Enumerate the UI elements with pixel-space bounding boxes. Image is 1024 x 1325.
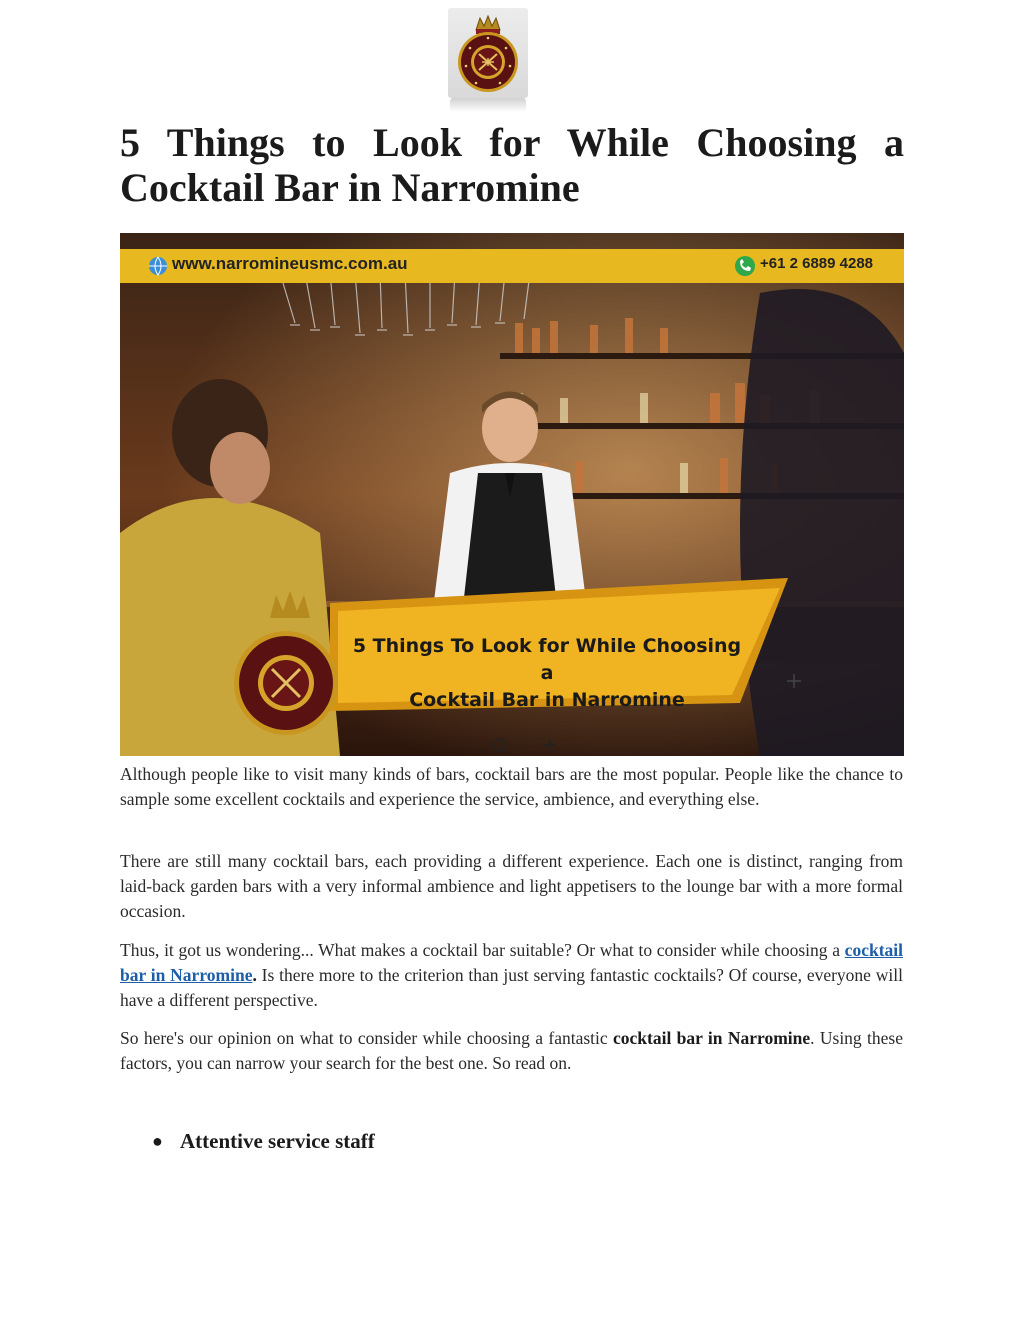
badge-heading bbox=[352, 633, 742, 714]
paragraph-opinion-start: So here's our opinion on what to consider while choosing a fantastic bbox=[120, 1028, 613, 1048]
hero-image bbox=[120, 233, 904, 756]
bullet-label: Attentive service staff bbox=[180, 1129, 375, 1153]
bullet-dot: ● bbox=[152, 1131, 163, 1151]
badge-line-2: Cocktail Bar in Narromine bbox=[409, 689, 685, 711]
article-title: 5 Things to Look for While Choosing a Cocktail Bar in Narromine bbox=[120, 120, 904, 210]
phone-icon bbox=[735, 256, 755, 276]
logo-reflection bbox=[450, 98, 526, 112]
logo-tile bbox=[448, 8, 528, 98]
badge-line-1: 5 Things To Look for While Choosing a bbox=[352, 635, 742, 684]
bullet-item bbox=[152, 1129, 375, 1154]
club-logo bbox=[444, 8, 532, 112]
paragraph-intro: Although people like to visit many kinds of bars, cocktail bars are the most popular. People like the chance to sample some excellent cocktails and experience the service, ambience, and everything else. bbox=[120, 764, 903, 809]
paragraph-opinion-end: . Using these factors, you can narrow your search for the best one. So read on. bbox=[120, 1028, 903, 1073]
paragraph-opinion bbox=[120, 1026, 903, 1076]
website-url: www.narromineusmc.com.au bbox=[172, 254, 408, 273]
paragraph-question-start: Thus, it got us wondering... What makes a cocktail bar suitable? Or what to consider while choosing a bbox=[120, 940, 845, 960]
phone-number: +61 2 6889 4288 bbox=[760, 255, 874, 272]
paragraph-question-end: Is there more to the criterion than just serving fantastic cocktails? Of course, everyone will have a different perspective. bbox=[120, 965, 903, 1010]
cocktail-bar-link[interactable]: cocktail bar in Narromine bbox=[120, 940, 903, 985]
paragraph-opinion-bold: cocktail bar in Narromine bbox=[612, 1028, 811, 1048]
paragraph-variety: There are still many cocktail bars, each providing a different experience. Each one is distinct, ranging from laid-back garden bars with a very informal ambience and light appetisers to the lounge bar with a more formal occasion. bbox=[120, 851, 903, 921]
crest-emblem bbox=[448, 8, 528, 98]
link-period: . bbox=[252, 965, 257, 985]
paragraph-question bbox=[120, 938, 903, 1013]
